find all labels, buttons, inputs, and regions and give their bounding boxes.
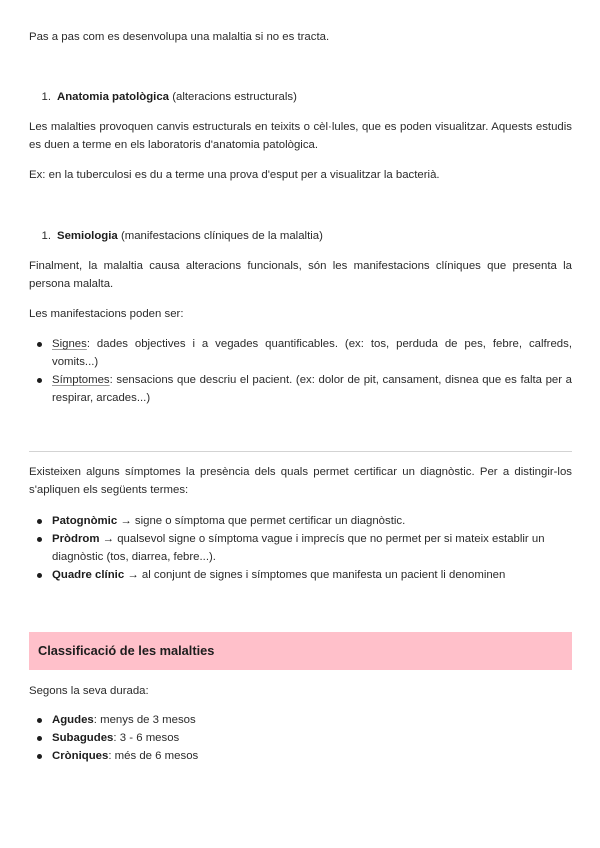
bullet-icon: [37, 754, 42, 759]
term: Subagudes: [52, 732, 114, 744]
term: Patognòmic →: [52, 515, 132, 527]
term: Quadre clínic →: [52, 569, 139, 581]
paragraph: Finalment, la malaltia causa alteracions funcionals, són les manifestacions clíniques que presenta la persona malalta.: [29, 260, 572, 290]
manifestation-list: [29, 335, 572, 407]
term: Signes: [52, 338, 87, 350]
duration-list: [29, 711, 572, 765]
list-item: [29, 371, 572, 407]
bullet-icon: [37, 342, 42, 347]
list-item: [29, 747, 572, 765]
bullet-icon: [37, 537, 42, 542]
terms-list: [29, 512, 572, 584]
section-subtitle: (alteracions estructurals): [172, 91, 297, 103]
section-heading-semiologia: [29, 227, 572, 245]
definition: : menys de 3 mesos: [93, 714, 196, 726]
definition: : més de 6 mesos: [108, 750, 199, 762]
section-subtitle: (manifestacions clíniques de la malaltia): [120, 230, 323, 242]
list-item: [29, 729, 572, 747]
bullet-icon: [37, 519, 42, 524]
bullet-icon: [37, 378, 42, 383]
definition: signe o símptoma que permet certificar un diagnòstic.: [131, 515, 406, 527]
bullet-icon: [37, 573, 42, 578]
list-number: 1.: [41, 91, 51, 103]
definition: qualsevol signe o símptoma vague i imprecís que no permet per si mateix establir un diagnòstic (tos, diarrea, febre...).: [52, 533, 545, 563]
list-item: [29, 335, 572, 371]
classification-heading-banner: [29, 632, 572, 670]
paragraph: Les malalties provoquen canvis estructurals en teixits o cèl·lules, que es poden visualitzar. Aquests estudis es duen a terme en els laboratoris d'anatomia patològica.: [29, 121, 572, 151]
divider: [29, 451, 572, 452]
definition: : 3 - 6 mesos: [113, 732, 180, 744]
bullet-icon: [37, 736, 42, 741]
section-title: Semiologia: [57, 230, 118, 242]
definition: : sensacions que descriu el pacient. (ex: dolor de pit, cansament, disnea que es falta per a respirar, arcades...): [52, 374, 572, 404]
term: Símptomes: [52, 374, 110, 386]
paragraph: Segons la seva durada:: [29, 685, 149, 697]
list-item: [29, 512, 572, 530]
paragraph: Les manifestacions poden ser:: [29, 308, 184, 320]
paragraph: Existeixen alguns símptomes la presència dels quals permet certificar un diagnòstic. Per a distingir-los s'apliquen els següents termes:: [29, 466, 572, 496]
list-item: [29, 711, 572, 729]
list-number: 1.: [41, 230, 51, 242]
term: Cròniques: [52, 750, 109, 762]
paragraph: Ex: en la tuberculosi es du a terme una prova d'esput per a visualitzar la bacterià.: [29, 169, 440, 181]
intro-text: Pas a pas com es desenvolupa una malaltia si no es tracta.: [29, 31, 330, 43]
term: Pròdrom →: [52, 533, 115, 545]
definition: : dades objectives i a vegades quantificables. (ex: tos, perduda de pes, febre, calfreds, vomits...): [52, 338, 572, 368]
list-item: [29, 530, 572, 566]
list-item: [29, 566, 572, 584]
section-title: Anatomia patològica: [57, 91, 170, 103]
section-heading-anatomia: [29, 88, 572, 106]
section-heading: Classificació de les malalties: [38, 643, 215, 658]
term: Agudes: [52, 714, 94, 726]
bullet-icon: [37, 718, 42, 723]
definition: al conjunt de signes i símptomes que manifesta un pacient li denominen: [138, 569, 506, 581]
